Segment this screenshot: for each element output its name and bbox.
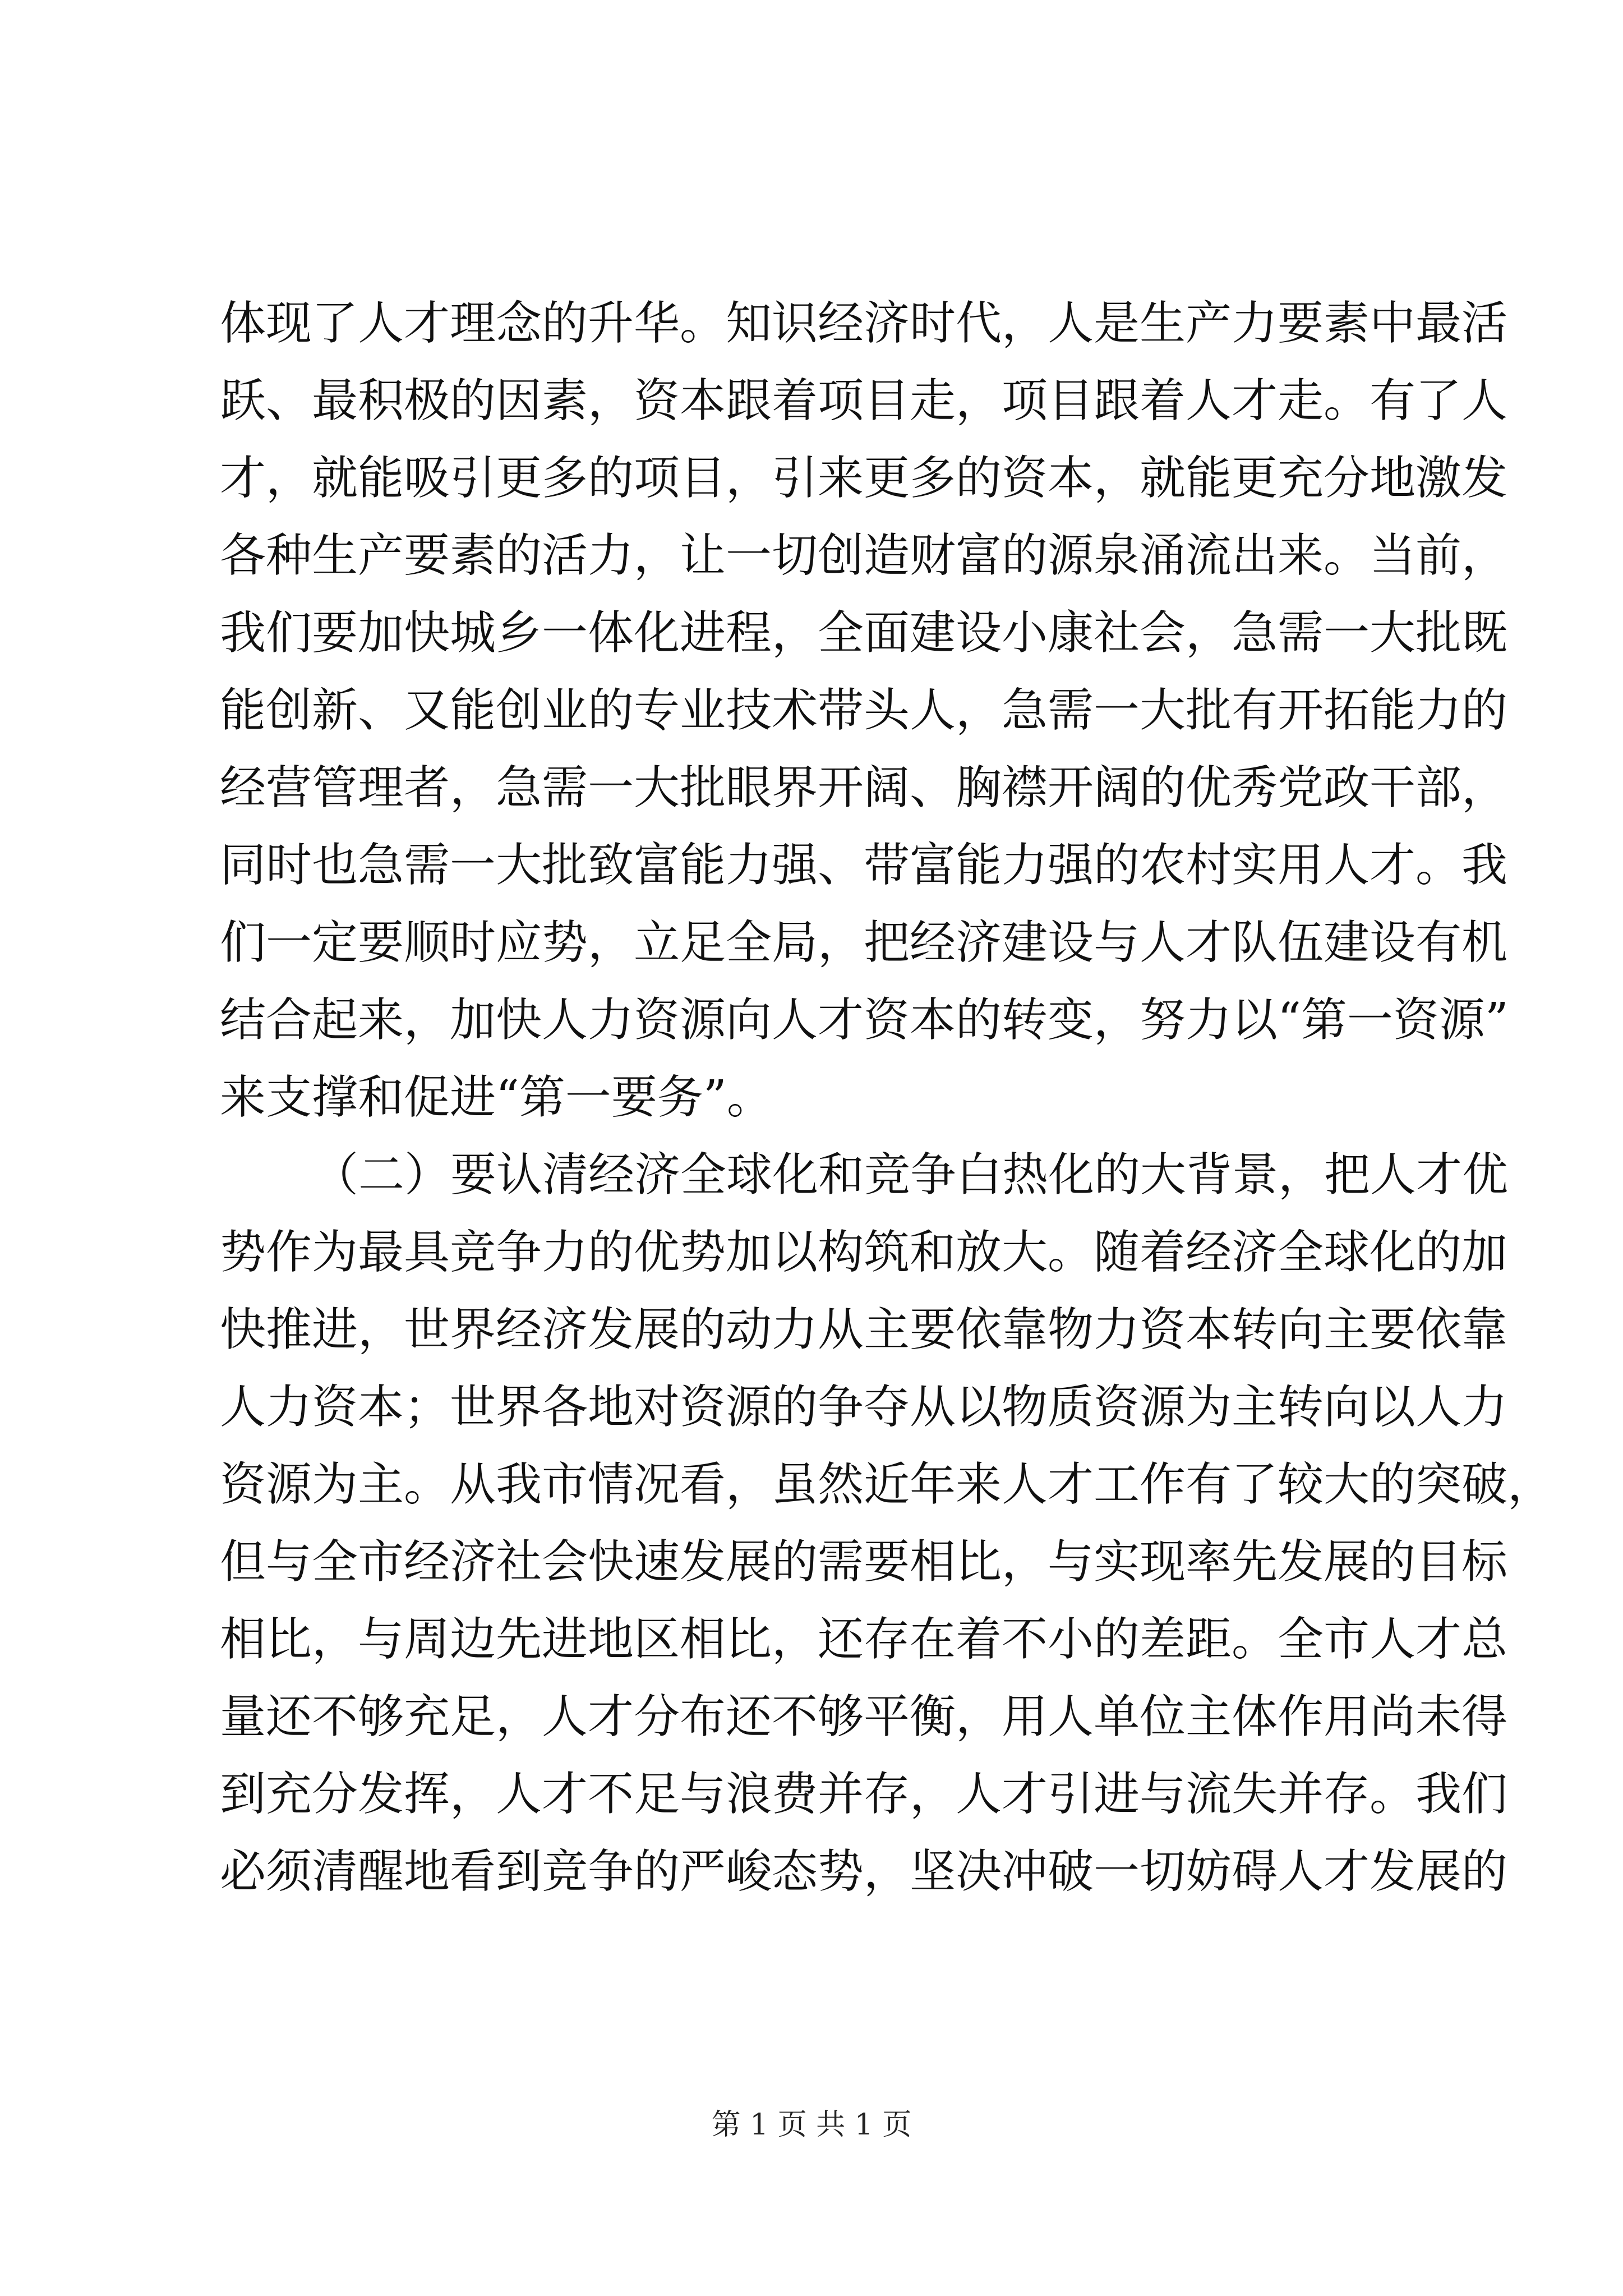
page-footer [0,2101,1623,2143]
text-line: 必须清醒地看到竞争的严峻态势，坚决冲破一切妨碍人才发展的 [220,1844,1508,1898]
page-number-label: 第 1 页 共 1 页 [711,2108,912,2142]
text-line: 量还不够充足，人才分布还不够平衡，用人单位主体作用尚未得 [220,1690,1508,1743]
text-line: 快推进，世界经济发展的动力从主要依靠物力资本转向主要依靠 [220,1303,1508,1356]
text-line: 结合起来，加快人力资源向人才资本的转变，努力以“第一资源” [220,993,1509,1047]
text-line: 同时也急需一大批致富能力强、带富能力强的农村实用人才。我 [220,838,1508,892]
text-line: 但与全市经济社会快速发展的需要相比，与实现率先发展的目标 [220,1535,1508,1589]
text-line: 体现了人才理念的升华。知识经济时代，人是生产力要素中最活 [220,296,1508,350]
text-line-paragraph-end: 来支撑和促进“第一要务”。 [220,1070,773,1124]
text-line: 才，就能吸引更多的项目，引来更多的资本，就能更充分地激发 [220,451,1508,505]
text-line-paragraph-start: （二）要认清经济全球化和竞争白热化的大背景，把人才优 [312,1148,1509,1202]
text-line: 各种生产要素的活力，让一切创造财富的源泉涌流出来。当前， [220,528,1508,582]
text-line: 资源为主。从我市情况看，虽然近年来人才工作有了较大的突破， [220,1457,1554,1511]
text-line: 跃、最积极的因素，资本跟着项目走，项目跟着人才走。有了人 [220,374,1508,427]
text-line: 们一定要顺时应势，立足全局，把经济建设与人才队伍建设有机 [220,915,1508,969]
text-line: 我们要加快城乡一体化进程，全面建设小康社会，急需一大批既 [220,606,1508,660]
text-line: 到充分发挥，人才不足与浪费并存，人才引进与流失并存。我们 [220,1767,1508,1821]
text-line: 能创新、又能创业的专业技术带头人，急需一大批有开拓能力的 [220,683,1508,737]
text-line: 相比，与周边先进地区相比，还存在着不小的差距。全市人才总 [220,1612,1508,1666]
text-line: 经营管理者，急需一大批眼界开阔、胸襟开阔的优秀党政干部， [220,761,1508,815]
text-line: 人力资本；世界各地对资源的争夺从以物质资源为主转向以人力 [220,1380,1508,1434]
body-text [220,280,1554,1906]
text-line: 势作为最具竞争力的优势加以构筑和放大。随着经济全球化的加 [220,1225,1508,1279]
